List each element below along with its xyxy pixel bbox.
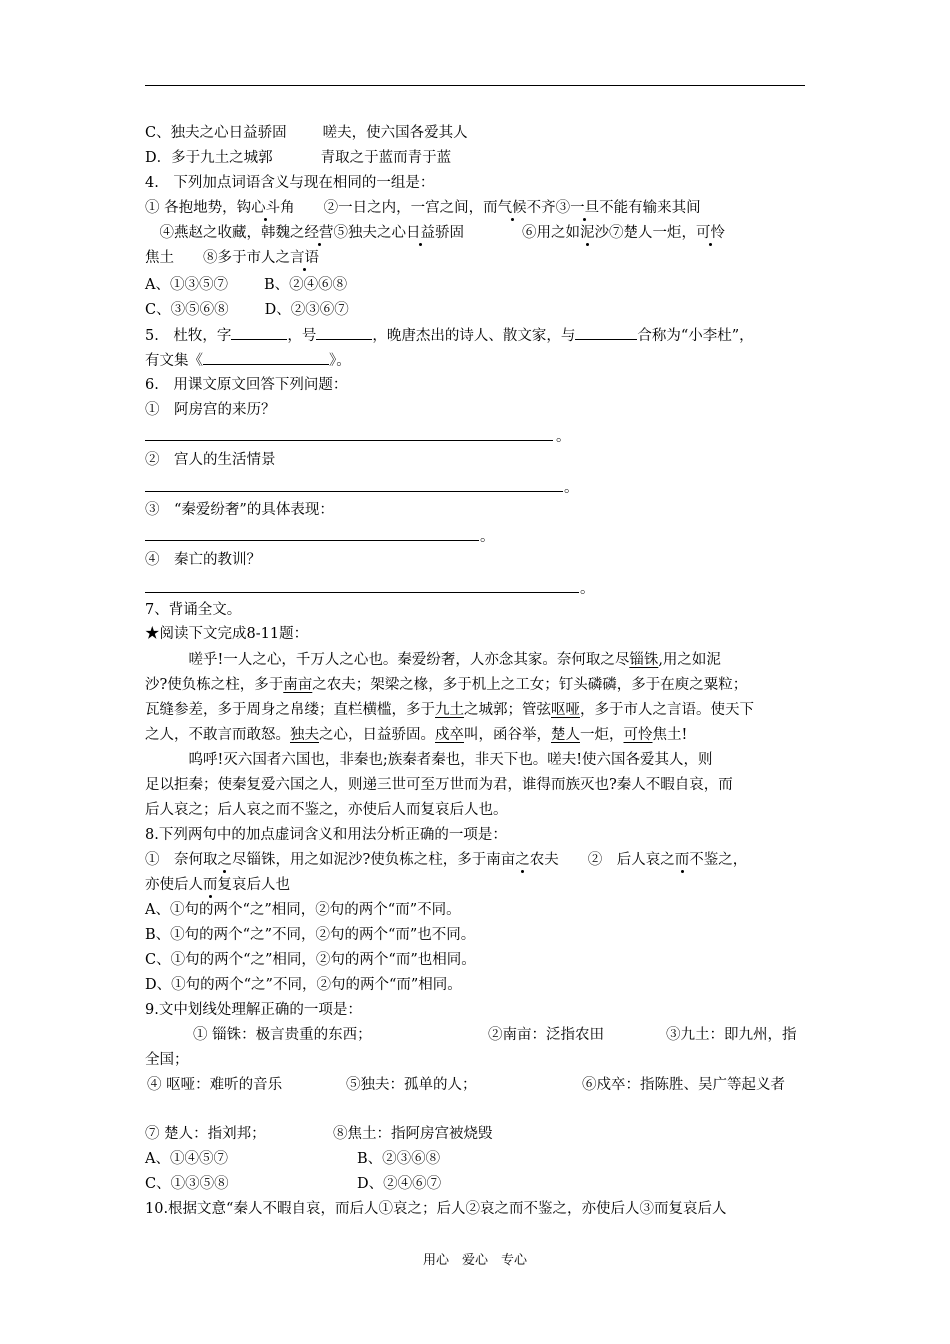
- answer-period-3: 。: [480, 529, 495, 545]
- q4-line-2: ④燕赵之收藏，韩魏之经营⑤独夫之心日益骄固 ⑥用之如泥沙⑦楚人一炬，可怜: [145, 225, 725, 241]
- passage-line-4: 之人，不敢言而敢怒。独夫之心，日益骄固。戍卒叫，函谷举，楚人一炬，可怜焦土!: [145, 727, 688, 743]
- q8-stem: 8.下列两句中的加点虚词含义和用法分析正确的一项是：: [145, 827, 507, 843]
- q8-sentences-1: ① 奈何取之尽锱铢，用之如泥沙?使负栋之柱，多于南亩之农夫 ② 后人哀之而不鉴之，: [145, 852, 748, 868]
- passage-line-6: 足以拒秦；使秦复爱六国之人，则递三世可至万世而为君，谁得而族灭也?秦人不暇自哀，而: [145, 777, 733, 793]
- passage-line-7: 后人哀之；后人哀之而不鉴之，亦使后人而复哀后人也。: [145, 802, 508, 818]
- q4-options-ab: A、①③⑤⑦ B、②④⑥⑧: [145, 277, 348, 293]
- q9-option-b: B、②③⑥⑧: [357, 1151, 441, 1167]
- q8-sentences-2: 亦使后人而复哀后人也: [145, 877, 290, 893]
- answer-period-1: 。: [556, 429, 571, 445]
- q10: 10.根据文意“秦人不暇自哀，而后人①哀之；后人②哀之而不鉴之，亦使后人③而复哀后人: [145, 1201, 727, 1217]
- answer-line-4: [145, 592, 579, 593]
- q4-line-3: 焦土 ⑧多于市人之言语: [145, 250, 319, 266]
- q9-item-3: ③九土：即九州，指: [666, 1027, 797, 1043]
- q7: 7、背诵全文。: [145, 602, 242, 618]
- q8-option-d: D、①句的两个“之”不同，②句的两个“而”相同。: [145, 977, 462, 993]
- q6-item-2: ② 宫人的生活情景: [145, 452, 276, 468]
- page-footer: 用心 爱心 专心: [422, 1253, 527, 1268]
- q4-stem: 4. 下列加点词语含义与现在相同的一组是：: [145, 175, 435, 191]
- q8-option-a: A、①句的两个“之”相同，②句的两个“而”不同。: [145, 902, 461, 918]
- q9-item-6: ⑥戍卒：指陈胜、吴广等起义者: [582, 1077, 785, 1093]
- answer-line-1: [145, 440, 553, 441]
- q6-stem: 6. 用课文原文回答下列问题：: [145, 377, 348, 393]
- answer-line-2: [145, 491, 563, 492]
- q9-item-3-cont: 全国；: [145, 1052, 189, 1068]
- q9-item-8: ⑧焦土：指阿房宫被烧毁: [333, 1126, 493, 1142]
- passage-line-5: 呜呼!灭六国者六国也，非秦也;族秦者秦也，非天下也。嗟夫!使六国各爱其人，则: [145, 752, 713, 768]
- q9-item-5: ⑤独夫：孤单的人；: [346, 1077, 477, 1093]
- q9-option-c: C、①③⑤⑧: [145, 1176, 229, 1192]
- header-rule: [145, 85, 805, 86]
- q3-option-d: D．多于九土之城郭 青取之于蓝而青于蓝: [145, 150, 452, 166]
- q9-item-2: ②南亩：泛指农田: [488, 1027, 604, 1043]
- q9-stem: 9.文中划线处理解正确的一项是：: [145, 1002, 362, 1018]
- reading-intro: ★阅读下文完成8-11题：: [145, 626, 309, 642]
- q5-line-2: 有文集《 》。: [145, 350, 351, 371]
- answer-period-2: 。: [564, 480, 579, 496]
- q5-line-1: 5. 杜牧，字 ，号 ，晚唐杰出的诗人、散文家，与 合称为“小李杜”，: [145, 325, 754, 346]
- q8-option-c: C、①句的两个“之”相同，②句的两个“而”也相同。: [145, 952, 476, 968]
- q8-option-b: B、①句的两个“之”不同，②句的两个“而”也不同。: [145, 927, 476, 943]
- passage-line-3: 瓦缝参差，多于周身之帛缕；直栏横槛，多于九土之城郭；管弦呕哑，多于市人之言语。使天下: [145, 702, 754, 718]
- q3-option-c: C、独夫之心日益骄固 嗟夫，使六国各爱其人: [145, 125, 468, 141]
- q6-item-1: ① 阿房宫的来历？: [145, 402, 276, 418]
- q9-item-1: ① 锱铢：极言贵重的东西；: [193, 1027, 372, 1043]
- q4-options-cd: C、③⑤⑥⑧ D、②③⑥⑦: [145, 302, 349, 318]
- q4-line-1: ① 各抱地势，钩心斗角 ②一日之内，一宫之间，而气候不齐③一旦不能有输来其间: [145, 200, 701, 216]
- answer-period-4: 。: [580, 581, 595, 597]
- answer-line-3: [145, 540, 479, 541]
- q9-option-d: D、②④⑥⑦: [357, 1176, 442, 1192]
- q9-option-a: A、①④⑤⑦: [145, 1151, 228, 1167]
- passage-line-2: 沙?使负栋之柱，多于南亩之农夫；架梁之椽，多于机上之工女；钉头磷磷，多于在庾之粟粒；: [145, 677, 748, 693]
- q9-item-7: ⑦ 楚人：指刘邦；: [145, 1126, 266, 1142]
- q6-item-4: ④ 秦亡的教训？: [145, 552, 261, 568]
- q9-item-4: ④ 呕哑：难听的音乐: [147, 1077, 283, 1093]
- q6-item-3: ③ “秦爱纷奢”的具体表现：: [145, 502, 334, 518]
- passage-line-1: 嗟乎!一人之心，千万人之心也。秦爱纷奢，人亦念其家。奈何取之尽锱铢,用之如泥: [145, 652, 721, 668]
